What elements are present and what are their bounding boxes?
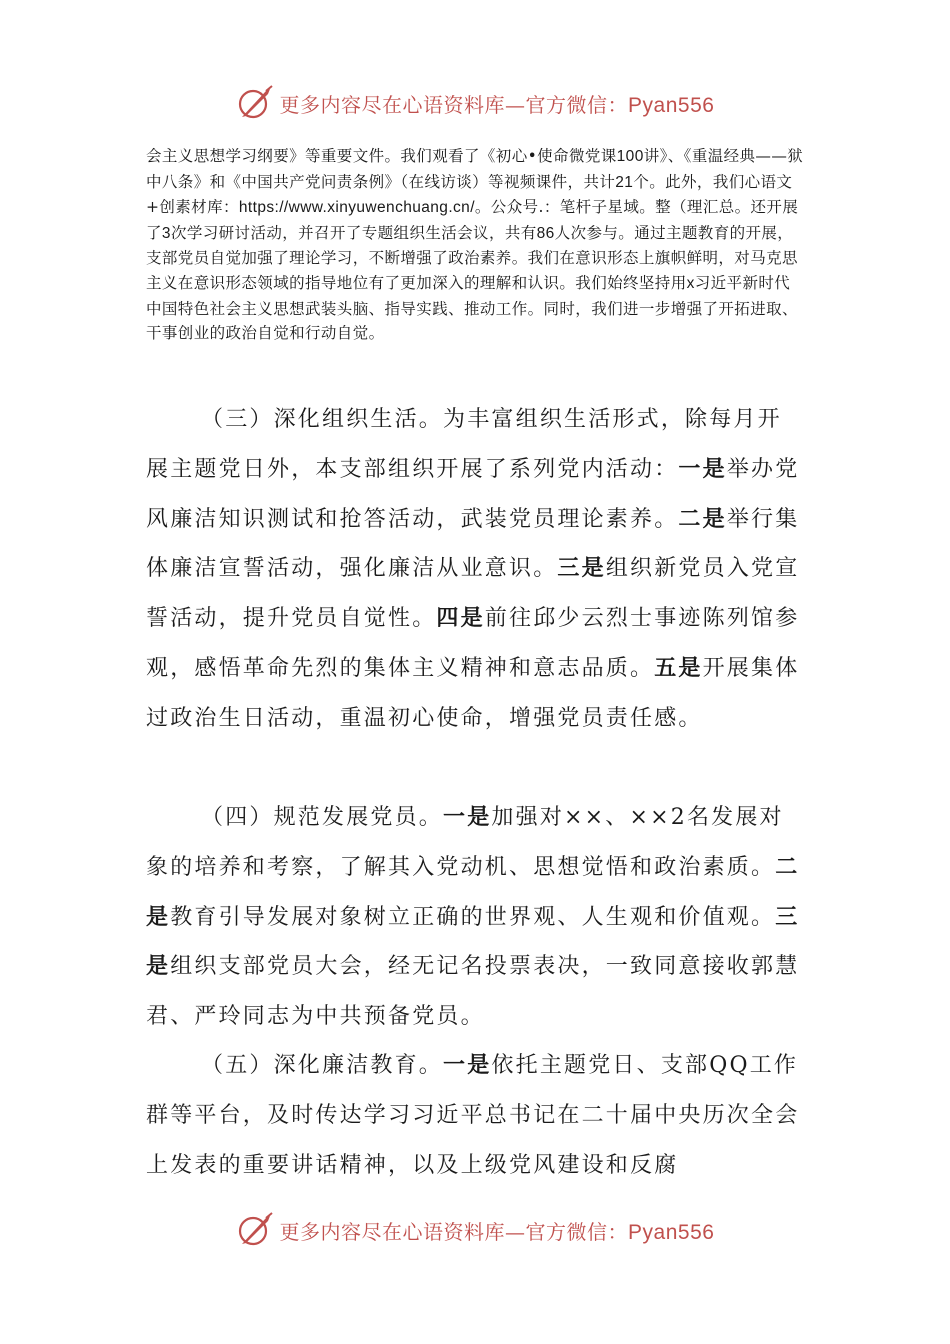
section-4-paragraph: （四）规范发展党员。一是加强对××、××2名发展对象的培养和考察，了解其入党动机、思想觉悟和政治素质。二是教育引导发展对象树立正确的世界观、人生观和价值观。三是组织支部党员大会，经无记名投票表决，一致同意接收郭慧君、严玲同志为中共预备党员。 — [146, 804, 800, 1030]
section-5-paragraph: （五）深化廉洁教育。一是依托主题党日、支部QQ工作群等平台，及时传达学习习近平总书记在二十届中央历次全会上发表的重要讲话精神，以及上级党风建设和反腐 — [146, 1052, 800, 1178]
watermark-text: 更多内容尽在心语资料库—官方微信：Pyan556 — [279, 1219, 715, 1244]
section-5-heading: （五）深化廉洁教育。 — [201, 1053, 444, 1078]
watermark-banner-top — [0, 78, 950, 128]
quill-logo-icon — [236, 1210, 276, 1250]
watermark-banner-bottom — [0, 1205, 950, 1255]
intro-paragraph: 会主义思想学习纲要》等重要文件。我们观看了《初心•使命微党课100讲》、《重温经典——狱中八条》和《中国共产党问责条例》（在线访谈）等视频课件，共计21个。此外，我们心语文+创素材库：https://www.xinyuwenchuang.cn/。公众号.：笔杆子星域。整（理汇总。还开展了3次学习研讨活动，并召开了专题组织生活会议，共有86人次参与。通过主题教育的开展，支部党员自觉加强了理论学习，不断增强了政治素养。我们在意识形态上旗帜鲜明，对马克思主义在意识形态领域的指导地位有了更加深入的理解和认识。我们始终坚持用x习近平新时代中国特色社会主义思想武装头脑、指导实践、推动工作。同时，我们进一步增强了开拓进取、干事创业的政治自觉和行动自觉。 — [146, 147, 804, 343]
resource-url: https://www.xinyuwenchuang.cn/ — [238, 199, 475, 217]
quill-logo-icon — [236, 83, 276, 123]
section-4-heading: （四）规范发展党员。 — [201, 805, 444, 830]
section-3-heading: （三）深化组织生活。 — [201, 407, 444, 432]
section-3-paragraph: （三）深化组织生活。为丰富组织生活形式，除每月开展主题党日外，本支部组织开展了系列党内活动：一是举办党风廉洁知识测试和抢答活动，武装党员理论素养。二是举行集体廉洁宣誓活动，强化廉洁从业意识。三是组织新党员入党宣誓活动，提升党员自觉性。四是前往邱少云烈士事迹陈列馆参观，感悟革命先烈的集体主义精神和意志品质。五是开展集体过政治生日活动，重温初心使命，增强党员责任感。 — [146, 407, 800, 731]
watermark-text: 更多内容尽在心语资料库—官方微信：Pyan556 — [279, 92, 715, 117]
